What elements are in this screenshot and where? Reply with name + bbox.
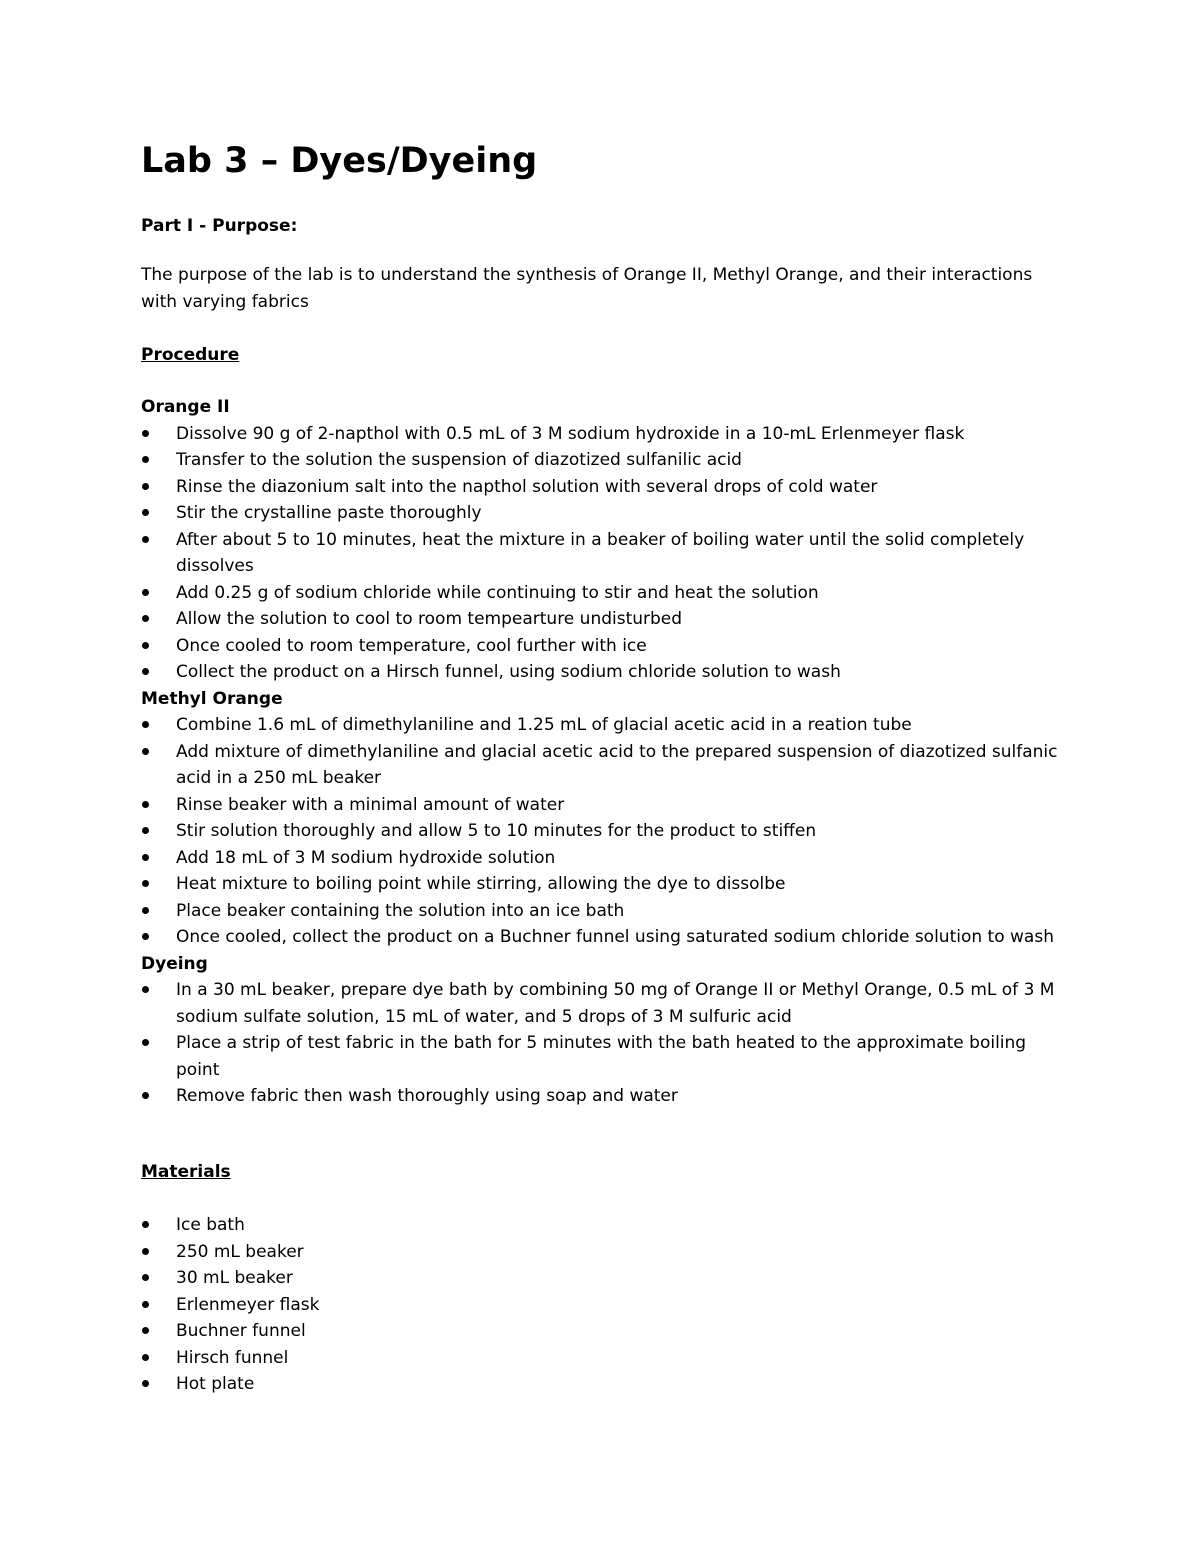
- bullet-icon: [142, 430, 149, 437]
- list-item-text: 30 mL beaker: [176, 1268, 293, 1288]
- bullet-icon: [142, 1092, 149, 1099]
- list-item: [141, 1083, 1061, 1110]
- list-item-text: Add mixture of dimethylaniline and glacial acetic acid to the prepared suspension of diazotized sulfanic acid in a 250 mL beaker: [176, 741, 1058, 788]
- list-item-text: Rinse beaker with a minimal amount of water: [176, 794, 565, 815]
- list-item-text: Combine 1.6 mL of dimethylaniline and 1.25 mL of glacial acetic acid in a reation tube: [176, 715, 912, 735]
- bullet-icon: [142, 1327, 149, 1334]
- orange-ii-heading: Orange II: [141, 397, 230, 417]
- procedure-heading: Procedure: [141, 345, 240, 365]
- list-item: [141, 500, 1061, 527]
- bullet-icon: [142, 642, 149, 649]
- bullet-icon: [142, 854, 149, 861]
- methyl-orange-steps: [141, 712, 1061, 951]
- bullet-icon: [142, 536, 149, 543]
- bullet-icon: [142, 880, 149, 887]
- list-item: [141, 1265, 1061, 1292]
- list-item-text: Transfer to the solution the suspension of diazotized sulfanilic acid: [176, 450, 742, 470]
- list-item: [141, 421, 1061, 448]
- bullet-icon: [142, 1274, 149, 1281]
- list-item: [141, 712, 1061, 739]
- bullet-icon: [142, 721, 149, 728]
- list-item-text: Once cooled to room temperature, cool further with ice: [176, 635, 647, 656]
- bullet-icon: [142, 509, 149, 516]
- list-item: [141, 633, 1061, 660]
- list-item: [141, 447, 1061, 474]
- list-item: [141, 739, 1061, 792]
- list-item-text: Allow the solution to cool to room tempearture undisturbed: [176, 609, 683, 629]
- orange-ii-steps: [141, 421, 1061, 686]
- list-item-text: Place a strip of test fabric in the bath for 5 minutes with the bath heated to the approximate boiling point: [176, 1033, 1027, 1080]
- bullet-icon: [142, 907, 149, 914]
- list-item: [141, 527, 1061, 580]
- list-item: [141, 606, 1061, 633]
- list-item-text: Heat mixture to boiling point while stirring, allowing the dye to dissolbe: [176, 874, 786, 894]
- list-item: [141, 1371, 1061, 1398]
- bullet-icon: [142, 1039, 149, 1046]
- list-item: [141, 659, 1061, 686]
- list-item-text: Stir the crystalline paste thoroughly: [176, 503, 482, 523]
- bullet-icon: [142, 589, 149, 596]
- list-item-text: Rinse the diazonium salt into the napthol solution with several drops of cold water: [176, 476, 878, 497]
- list-item-text: Dissolve 90 g of 2-napthol with 0.5 mL of 3 M sodium hydroxide in a 10-mL Erlenmeyer flask: [176, 423, 965, 444]
- list-item: [141, 1239, 1061, 1266]
- materials-list: [141, 1212, 1061, 1398]
- list-item-text: After about 5 to 10 minutes, heat the mixture in a beaker of boiling water until the solid completely dissolves: [176, 529, 1025, 576]
- list-item-text: Add 0.25 g of sodium chloride while continuing to stir and heat the solution: [176, 582, 819, 603]
- list-item: [141, 1212, 1061, 1239]
- list-item: [141, 977, 1061, 1030]
- list-item-text: Place beaker containing the solution into an ice bath: [176, 900, 625, 921]
- list-item: [141, 1292, 1061, 1319]
- list-item-text: Erlenmeyer flask: [176, 1294, 320, 1315]
- bullet-icon: [142, 827, 149, 834]
- list-item-text: Collect the product on a Hirsch funnel, using sodium chloride solution to wash: [176, 662, 841, 682]
- procedure-block: [141, 394, 1061, 1110]
- list-item: [141, 898, 1061, 925]
- bullet-icon: [142, 483, 149, 490]
- list-item: [141, 1345, 1061, 1372]
- list-item-text: In a 30 mL beaker, prepare dye bath by combining 50 mg of Orange II or Methyl Orange, 0.5 mL of 3 M sodium sulfate solution, 15 mL of water, and 5 drops of 3 M sulfuric acid: [176, 980, 1055, 1027]
- bullet-icon: [142, 1380, 149, 1387]
- bullet-icon: [142, 456, 149, 463]
- list-item-text: Stir solution thoroughly and allow 5 to 10 minutes for the product to stiffen: [176, 821, 817, 841]
- bullet-icon: [142, 1221, 149, 1228]
- list-item: [141, 924, 1061, 951]
- bullet-icon: [142, 1354, 149, 1361]
- bullet-icon: [142, 748, 149, 755]
- materials-heading: Materials: [141, 1162, 231, 1182]
- list-item-text: Hot plate: [176, 1374, 255, 1394]
- list-item-text: Once cooled, collect the product on a Buchner funnel using saturated sodium chloride solution to wash: [176, 927, 1054, 947]
- bullet-icon: [142, 933, 149, 940]
- page-title: Lab 3 – Dyes/Dyeing: [141, 141, 538, 181]
- bullet-icon: [142, 668, 149, 675]
- list-item: [141, 871, 1061, 898]
- list-item: [141, 580, 1061, 607]
- list-item: [141, 474, 1061, 501]
- list-item-text: Buchner funnel: [176, 1321, 306, 1341]
- list-item-text: Remove fabric then wash thoroughly using soap and water: [176, 1086, 678, 1106]
- list-item: [141, 845, 1061, 872]
- bullet-icon: [142, 1301, 149, 1308]
- bullet-icon: [142, 801, 149, 808]
- list-item-text: Add 18 mL of 3 M sodium hydroxide solution: [176, 847, 556, 868]
- bullet-icon: [142, 986, 149, 993]
- purpose-paragraph: The purpose of the lab is to understand the synthesis of Orange II, Methyl Orange, and their interactions with varying fabrics: [141, 265, 1033, 312]
- list-item: [141, 792, 1061, 819]
- dyeing-steps: [141, 977, 1061, 1110]
- methyl-orange-heading: Methyl Orange: [141, 688, 283, 709]
- list-item: [141, 1030, 1061, 1083]
- bullet-icon: [142, 615, 149, 622]
- bullet-icon: [142, 1248, 149, 1255]
- part-heading: Part I - Purpose:: [141, 216, 298, 236]
- list-item-text: Ice bath: [176, 1215, 245, 1235]
- materials-block: [141, 1212, 1061, 1398]
- list-item-text: Hirsch funnel: [176, 1347, 289, 1368]
- list-item: [141, 818, 1061, 845]
- list-item-text: 250 mL beaker: [176, 1241, 304, 1262]
- list-item: [141, 1318, 1061, 1345]
- dyeing-heading: Dyeing: [141, 953, 208, 974]
